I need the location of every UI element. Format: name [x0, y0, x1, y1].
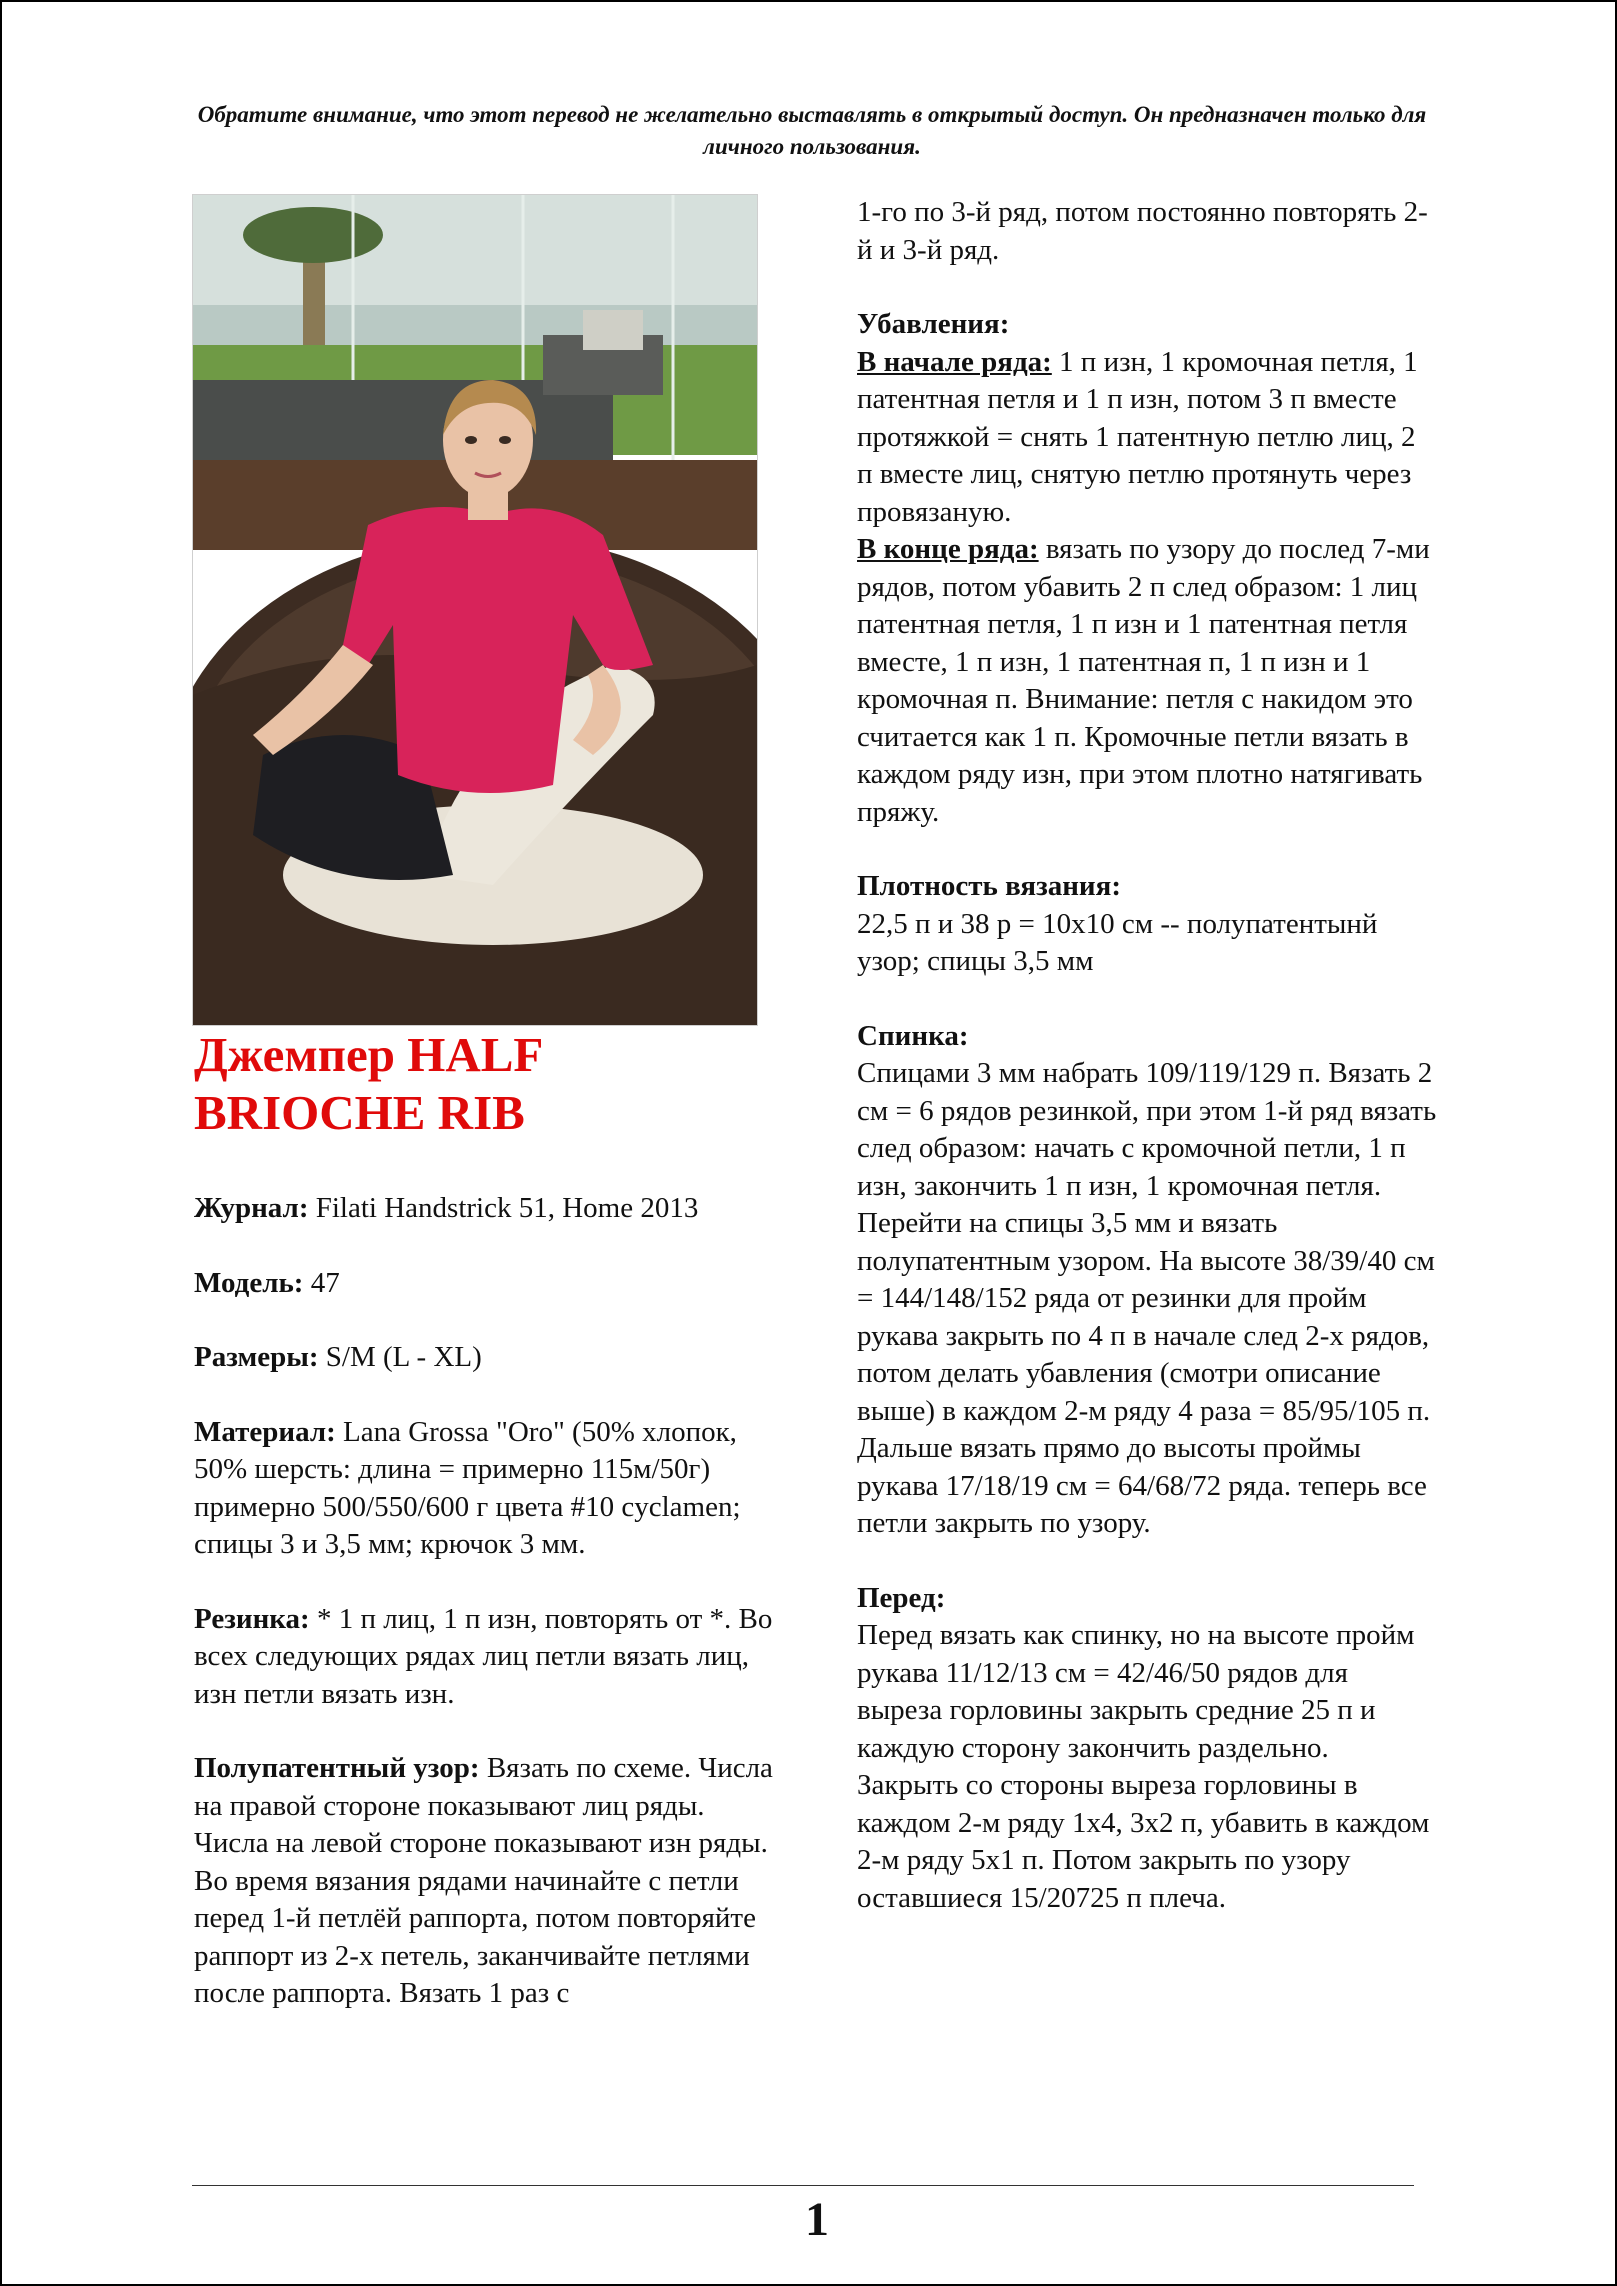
left-column — [194, 1026, 774, 2013]
front-text: Перед вязать как спинку, но на высоте пройм рукава 11/12/13 см = 42/46/50 рядов для выреза горловины закрыть средние 25 п и каждую сторону закончить раздельно. Закрыть со стороны выреза горловины в каждом 2-м ряду 1х4, 3х2 п, убавить в каждом 2-м ряду 5х1 п. Потом закрыть по узору оставшиеся 15/20725 п плеча. — [857, 1619, 1430, 1914]
half-brioche-label: Полупатентный узор: — [194, 1752, 480, 1784]
material-value: Lana Grossa "Oro" (50% хлопок, 50% шерсть: длина = примерно 115м/50г) примерно 500/550/600 г цвета #10 cyclamen; спицы 3 и 3,5 мм; крючок 3 мм. — [194, 1415, 741, 1560]
model-photo — [192, 194, 758, 1026]
photo-illustration — [193, 195, 757, 1025]
front-heading: Перед: — [857, 1581, 946, 1614]
sizes-label: Размеры: — [194, 1341, 319, 1373]
decreases-start-label: В начале ряда: — [857, 345, 1052, 378]
gauge-text: 22,5 п и 38 р = 10х10 см -- полупатентынй узор; спицы 3,5 мм — [857, 907, 1378, 977]
decreases-start — [857, 344, 1437, 532]
pattern-title: Джемпер HALF BRIOCHE RIB — [194, 1027, 542, 1140]
decreases-end-text: вязать по узору до послед 7-ми рядов, потом убавить 2 п след образом: 1 лиц патентная петля, 1 п изн и 1 патентная петля вместе, 1 п изн, 1 патентная п, 1 п изн и 1 кромочная п. Внимание: петля с накидом это считается как 1 п. Кромочные петли вязать в каждом ряду изн, при этом плотно натягивать пряжу. — [857, 533, 1430, 828]
decreases-heading: Убавления: — [857, 308, 1010, 340]
rib-value: * 1 п лиц, 1 п изн, повторять от *. Во всех следующих рядах лиц петли вязать лиц, изн петли вязать изн. — [194, 1602, 773, 1710]
material-label: Материал: — [194, 1415, 336, 1448]
rib-info — [194, 1601, 774, 1714]
decreases-end-label: В конце ряда: — [857, 533, 1039, 565]
gauge-heading: Плотность вязания: — [857, 870, 1121, 902]
model-info — [194, 1265, 774, 1303]
decreases-end — [857, 531, 1437, 831]
right-column — [857, 194, 1437, 1917]
half-brioche-value: Вязать по схеме. Числа на правой стороне показывают лиц ряды. Числа на левой стороне показывают изн ряды. Во время вязания рядами начинайте с петли перед 1-й петлёй раппорта, потом повторяйте раппорт из 2-х петель, заканчивайте петлями после раппорта. Вязать 1 раз с — [194, 1752, 773, 2009]
sizes-info — [194, 1339, 774, 1377]
rib-label: Резинка: — [194, 1602, 310, 1635]
back-section — [857, 1018, 1437, 1543]
decreases-start-text: 1 п изн, 1 кромочная петля, 1 патентная петля и 1 п изн, потом 3 п вместе протяжкой = снять 1 патентную петлю лиц, 2 п вместе лиц, снятую петлю протянуть через провязаную. — [857, 345, 1418, 528]
page-number: 1 — [805, 2193, 829, 2246]
sizes-value: S/M (L - XL) — [318, 1341, 482, 1373]
model-label: Модель: — [194, 1266, 304, 1299]
usage-notice: Обратите внимание, что этот перевод не желательно выставлять в открытый доступ. Он предназначен только для личного пользования. — [197, 102, 1427, 159]
gauge-section — [857, 868, 1437, 981]
model-value: 47 — [303, 1266, 340, 1299]
magazine-value: Filati Handstrick 51, Home 2013 — [308, 1192, 699, 1224]
magazine-label: Журнал: — [194, 1192, 309, 1224]
back-text: Спицами 3 мм набрать 109/119/129 п. Вязать 2 см = 6 рядов резинкой, при этом 1-й ряд вязать след образом: начать с кромочной петли, 1 п изн, закончить 1 п изн, 1 кромочная петля. Перейти на спицы 3,5 мм и вязать полупатентным узором. На высоте 38/39/40 см = 144/148/152 ряда от резинки для пройм рукава закрыть по 4 п в начале след 2-х рядов, потом делать убавления (смотри описание выше) в каждом 2-м ряду 4 раза = 85/95/105 п. Дальше вязать прямо до высоты проймы рукава 17/18/19 см = 64/68/72 ряда. теперь все петли закрыть по узору. — [857, 1057, 1437, 1539]
back-heading: Спинка: — [857, 1019, 969, 1052]
decreases-section — [857, 306, 1437, 831]
footer-divider — [192, 2185, 1414, 2186]
material-info — [194, 1414, 774, 1564]
continued-text: 1-го по 3-й ряд, потом постоянно повторять 2-й и 3-й ряд. — [857, 196, 1428, 266]
magazine-info — [194, 1190, 774, 1228]
half-brioche-info — [194, 1750, 774, 2013]
front-section — [857, 1580, 1437, 1918]
